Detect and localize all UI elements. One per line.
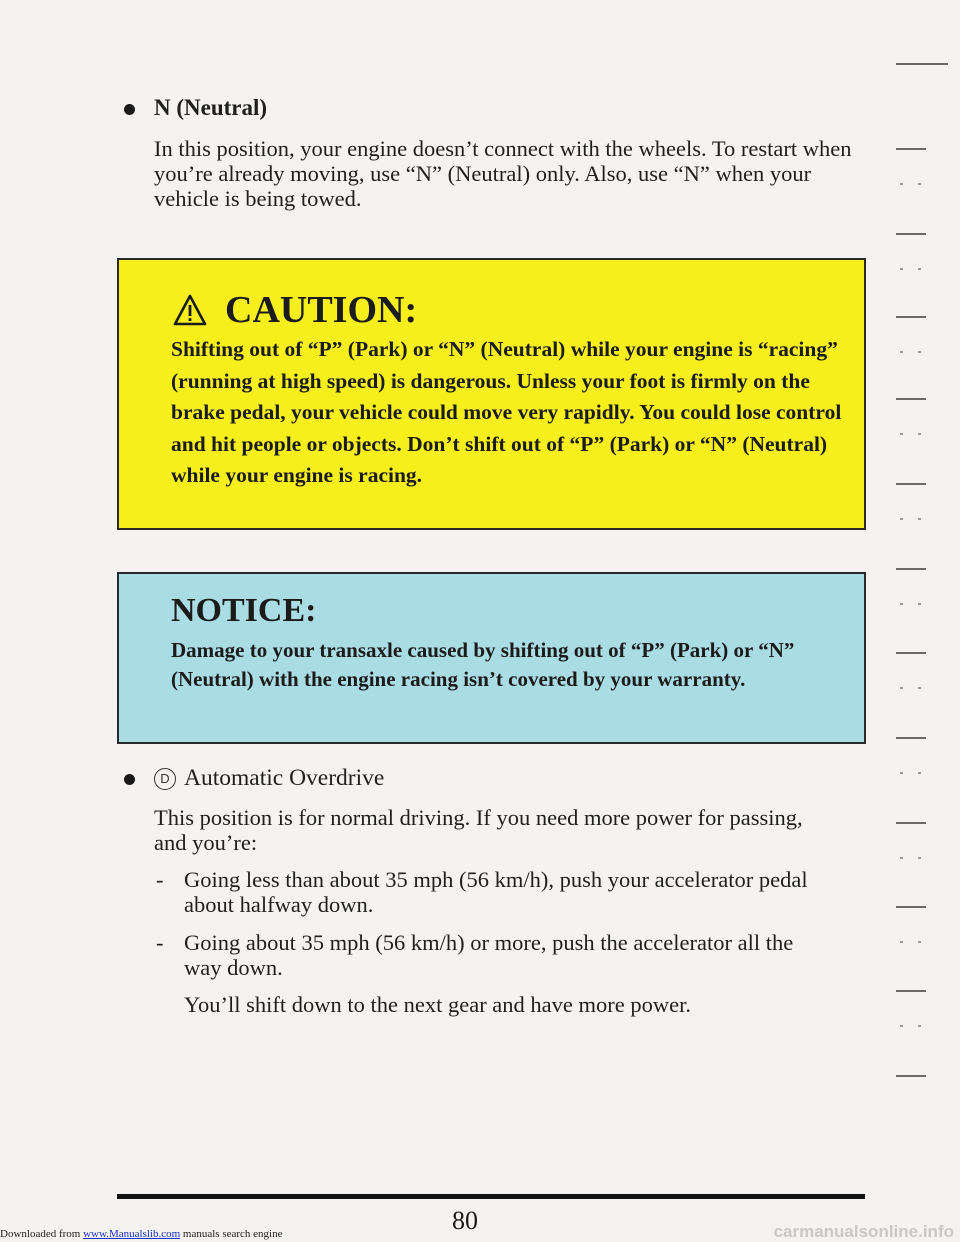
overdrive-result: You’ll shift down to the next gear and have more power. (184, 992, 691, 1017)
neutral-heading: N (Neutral) (154, 95, 268, 120)
download-credit (0, 1228, 282, 1240)
caution-title: CAUTION: (225, 289, 418, 331)
list-item-text: Going less than about 35 mph (56 km/h), push your accelerator pedal about halfway down. (184, 867, 808, 917)
bullet-icon (124, 104, 135, 115)
dash-marker: - (156, 867, 164, 892)
neutral-paragraph: In this position, your engine doesn’t connect with the wheels. To restart when you’re already moving, use “N” (Neutral) only. Also, use “N” when your vehicle is being towed. (154, 136, 852, 211)
caution-box (117, 258, 866, 530)
caution-body: Shifting out of “P” (Park) or “N” (Neutral) while your engine is “racing” (running at high speed) is dangerous. Unless your foot is firmly on the brake pedal, your vehicle could move very rapidly. You could lose control and hit people or objects. Don’t shift out of “P” (Park) or “N” (Neutral) while your engine is racing. (171, 337, 842, 487)
manualslib-link[interactable]: www.Manualslib.com (83, 1228, 181, 1240)
download-prefix: Downloaded from (0, 1228, 81, 1240)
overdrive-paragraph: This position is for normal driving. If you need more power for passing, and you’re: (154, 805, 803, 855)
list-item-text: Going about 35 mph (56 km/h) or more, push the accelerator all the way down. (184, 930, 794, 980)
footer-rule (117, 1194, 865, 1199)
overdrive-d-icon: D (154, 768, 176, 790)
notice-title: NOTICE: (171, 592, 317, 629)
caution-title-row (173, 288, 417, 332)
notice-box (117, 572, 866, 744)
overdrive-heading (154, 765, 384, 792)
overdrive-heading-text: Automatic Overdrive (184, 765, 385, 791)
dash-marker: - (156, 930, 164, 955)
download-suffix: manuals search engine (182, 1228, 283, 1240)
notice-body: Damage to your transaxle caused by shifting out of “P” (Park) or “N” (Neutral) with the engine racing isn’t covered by your warranty. (171, 638, 795, 691)
page-number: 80 (452, 1206, 478, 1235)
warning-triangle-icon (173, 294, 207, 326)
bullet-icon (124, 774, 135, 785)
watermark-text: carmanualsonline.info (773, 1222, 954, 1241)
